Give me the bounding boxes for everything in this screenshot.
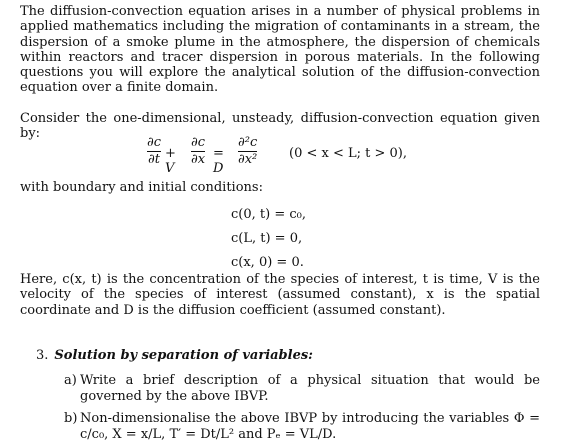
numerator: ∂c xyxy=(147,135,162,150)
dc-dt-fraction xyxy=(147,136,161,166)
dc-dx-fraction xyxy=(191,136,205,166)
question-number: 3. xyxy=(36,348,49,363)
question-part-a xyxy=(64,373,540,405)
numerator: ∂²c xyxy=(238,135,258,150)
part-label: b) xyxy=(64,411,78,426)
variable-definitions-paragraph: Here, c(x, t) is the concentration of the species of interest, t is time, V is the velocity of the species of interest (assumed constant), x is the spatial coordinate and D is the diffusion coefficient (assumed constant). xyxy=(20,272,540,318)
equation-intro-text: Consider the one-dimensional, unsteady, diffusion-convection equation given by: xyxy=(20,111,540,142)
intro-paragraph: The diffusion-convection equation arises in a number of physical problems in applied mathematics including the migration of contaminants in a stream, the dispersion of a smoke plume in the atmosphere, the dispersion of chemicals within reactors and tracer dispersion in porous materials. In the following questions you will explore the analytical solution of the diffusion-convection equation over a finite domain. xyxy=(20,4,540,96)
numerator: ∂c xyxy=(191,135,206,150)
plus-v-term: + V xyxy=(165,146,176,176)
denominator: ∂x xyxy=(191,152,206,167)
denominator: ∂x² xyxy=(238,152,258,167)
boundary-condition-left: c(0, t) = c₀, xyxy=(231,207,306,222)
boundary-condition-right: c(L, t) = 0, xyxy=(231,231,303,246)
d2c-dx2-fraction xyxy=(238,136,257,166)
denominator: ∂t xyxy=(148,152,160,167)
equals-d-term: = D xyxy=(213,146,224,176)
conditions-intro-text: with boundary and initial conditions: xyxy=(20,180,263,195)
initial-condition: c(x, 0) = 0. xyxy=(231,255,304,270)
part-label: a) xyxy=(64,373,77,388)
question-title: Solution by separation of variables: xyxy=(54,348,313,363)
question-part-b xyxy=(64,411,540,443)
part-text: Write a brief description of a physical situation that would be governed by the above IBVP. xyxy=(80,373,540,404)
part-text: Non-dimensionalise the above IBVP by introducing the variables Φ = c/c₀, X = x/L, T′ = Dt/L² and Pₑ = VL/D. xyxy=(80,411,540,442)
question-3-heading xyxy=(36,348,313,363)
equation-domain: (0 < x < L; t > 0), xyxy=(289,146,407,161)
